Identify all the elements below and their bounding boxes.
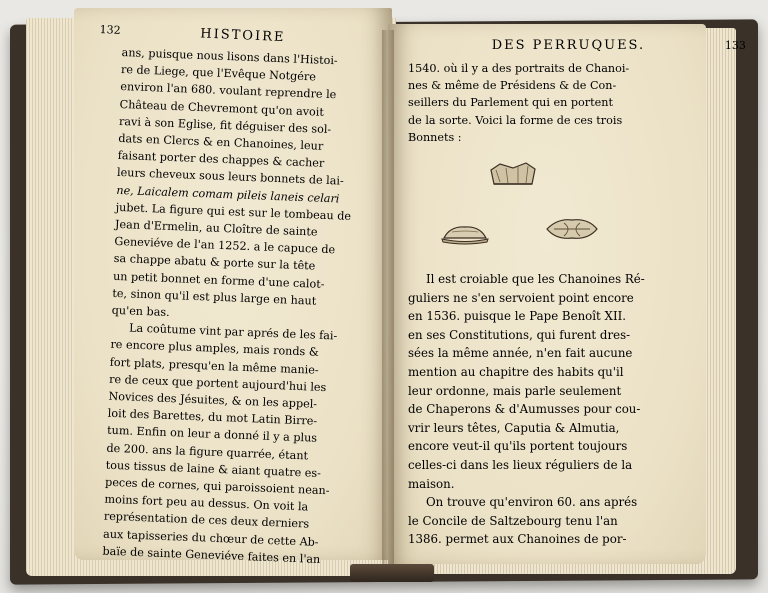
text-line: ans, puisque nous lisons dans l'Histoi- <box>121 45 338 68</box>
text-line: re de ceux que portent aujourd'hui les <box>108 372 327 394</box>
left-page-number: 132 <box>99 22 121 37</box>
text-line: celles-ci dans les lieux réguliers de la <box>408 457 633 472</box>
square-bonnet-illustration <box>488 160 538 190</box>
text-line: de la sorte. Voici la forme de ces trois <box>408 113 623 127</box>
text-line: jubet. La figure qui est sur le tombeau de <box>115 200 352 223</box>
text-line: loit des Barettes, du mot Latin Birre- <box>107 406 318 429</box>
right-page-body-text <box>408 270 645 549</box>
text-line: La coûtume vint par aprés de les fai- <box>128 321 338 343</box>
text-line: guliers ne s'en servoient point encore <box>408 290 634 305</box>
text-line: tum. Enfin on leur a donné il y a plus <box>106 424 318 446</box>
text-line: te, sinon qu'il est plus large en haut <box>112 286 317 308</box>
left-running-title: HISTOIRE <box>199 26 286 46</box>
text-line: re encore plus amples, mais ronds & <box>110 338 320 360</box>
text-line: nes & même de Présidens & de Con- <box>408 79 617 93</box>
text-line: moins fort peu au dessus. On voit la <box>104 492 309 514</box>
text-line: 1540. où il y a des portraits de Chanoi- <box>408 62 630 75</box>
text-line: leur ordonne, mais parle seulement <box>408 383 622 398</box>
text-line: tous tissus de laine & aiant quatre es- <box>105 458 322 480</box>
text-line: représentation de ces deux derniers <box>103 510 310 532</box>
right-running-head <box>412 38 746 53</box>
text-line: encore veut-il qu'ils portent toujours <box>408 439 628 454</box>
text-line: environ l'an 680. voulant reprendre le <box>120 80 337 102</box>
text-line: un petit bonnet en forme d'une calot- <box>112 269 325 291</box>
text-line: ravi à son Eglise, fit déguiser des sol- <box>118 114 332 136</box>
text-line: baïe de sainte Geneviéve faites en l'an <box>102 544 321 566</box>
text-line: peces de cornes, qui paroissoient nean- <box>104 475 330 498</box>
book-gutter <box>382 30 394 570</box>
text-line: dats en Clercs & en Chanoines, leur <box>118 131 324 153</box>
right-running-title: DES PERRUQUES. <box>491 38 646 53</box>
text-line: de Chaperons & d'Aumusses pour cou- <box>408 402 641 417</box>
barette-bonnet-illustration <box>544 216 600 242</box>
text-line: ne, Laicalem comam pileis laneis celari <box>116 183 340 206</box>
text-line: seillers du Parlement qui en portent <box>408 96 613 110</box>
text-line: maison. <box>408 476 455 491</box>
round-bonnet-illustration <box>440 222 490 246</box>
text-line: le Concile de Saltzebourg tenu l'an <box>408 513 618 528</box>
text-line: faisant porter des chappes & cacher <box>117 149 325 171</box>
text-line: 1386. permet aux Chanoines de por- <box>408 532 627 547</box>
text-line: Jean d'Ermelin, au Cloître de sainte <box>114 217 318 239</box>
book-spine-bottom <box>350 564 434 582</box>
text-line: de 200. ans la figure quarrée, étant <box>106 441 309 463</box>
text-line: Bonnets : <box>408 130 462 144</box>
text-line: leurs cheveux sous leurs bonnets de lai- <box>116 166 344 189</box>
text-line: re de Liege, que l'Evêque Notgére <box>120 63 317 84</box>
text-line: mention au chapitre des habits qu'il <box>408 364 624 379</box>
text-line: Geneviéve de l'an 1252. a le capuce de <box>114 235 336 257</box>
text-line: sa chappe abatu & porte sur la tête <box>113 252 316 274</box>
text-line: Novices des Jésuites, & on les appel- <box>108 389 318 411</box>
text-line: vrir leurs têtes, Caputia & Almutia, <box>408 420 620 435</box>
text-line: Il est croiable que les Chanoines Ré- <box>426 272 645 286</box>
text-line: aux tapisseries du chœur de cette Ab- <box>102 527 319 549</box>
right-page-intro-text <box>408 60 629 146</box>
text-line: qu'en bas. <box>111 303 170 320</box>
text-line: fort plats, presqu'en la même manie- <box>109 355 319 377</box>
text-line: On trouve qu'environ 60. ans aprés <box>426 495 638 510</box>
text-line: Château de Chevremont qu'on avoit <box>119 97 325 119</box>
text-line: en ses Constitutions, qui furent dres- <box>408 327 631 342</box>
left-page-text <box>102 44 357 569</box>
text-line: en 1536. puisque le Pape Benoît XII. <box>408 309 627 324</box>
text-line: sées la même année, n'en fait aucune <box>408 346 633 361</box>
right-page-number: 133 <box>724 39 746 52</box>
